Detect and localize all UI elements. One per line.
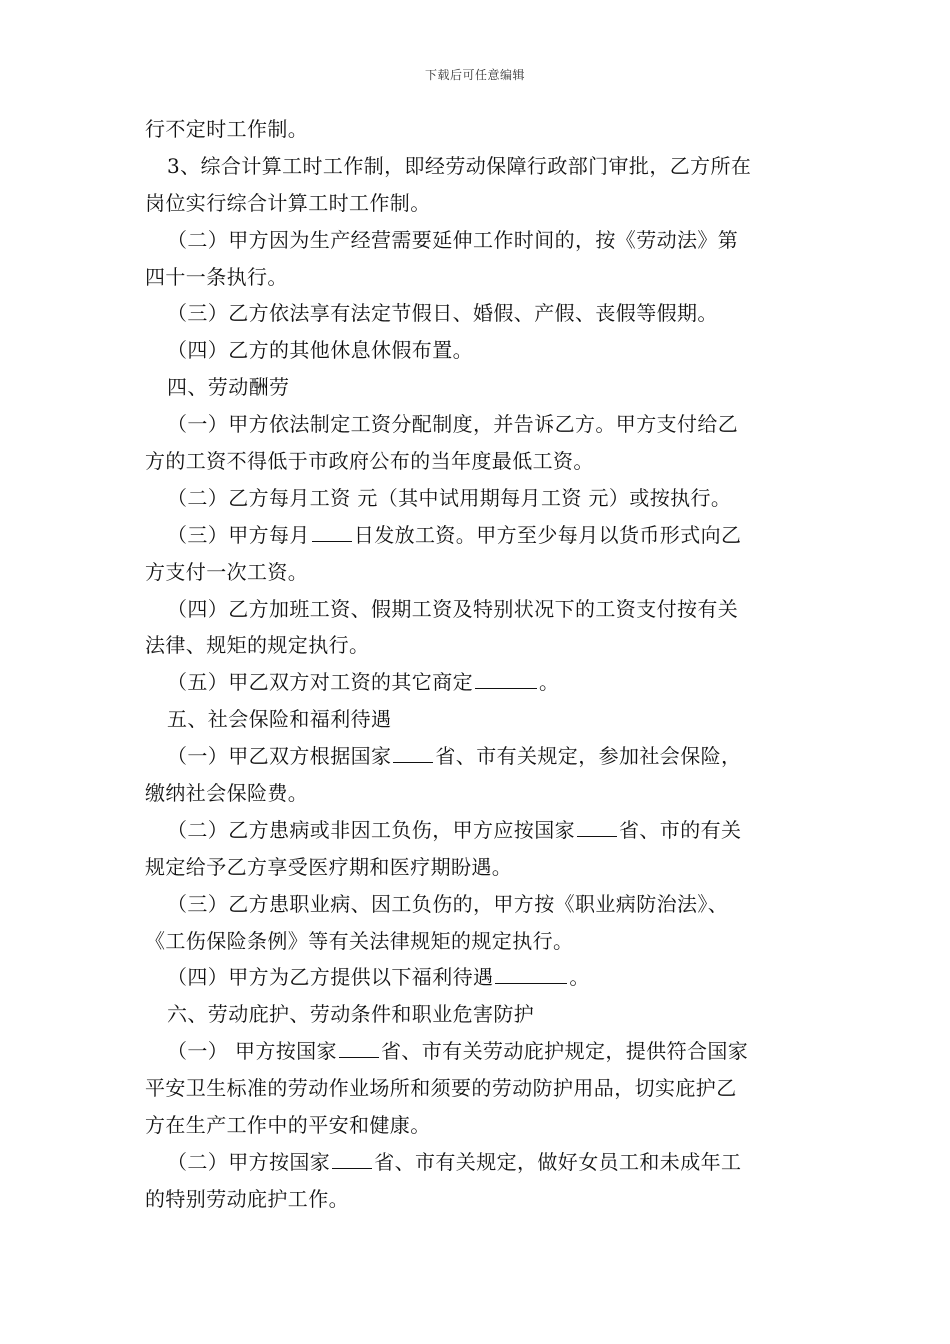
paragraph-line — [145, 812, 810, 849]
line-text: （二）乙方患病或非因工负伤，甲方应按国家 — [167, 817, 575, 842]
paragraph-line — [145, 1033, 810, 1070]
line-text: 省、市有关规定，参加社会保险， — [435, 744, 742, 769]
fill-blank — [312, 521, 352, 542]
paragraph-line: 3、综合计算工时工作制，即经劳动保障行政部门审批，乙方所在 — [167, 153, 752, 178]
paragraph-line — [145, 959, 810, 996]
paragraph-line: 方的工资不得低于市政府公布的当年度最低工资。 — [145, 449, 594, 474]
paragraph-line: 方在生产工作中的平安和健康。 — [145, 1113, 431, 1138]
paragraph-line: 法律、规矩的规定执行。 — [145, 633, 370, 658]
line-text: （四）甲方为乙方提供以下福利待遇 — [167, 965, 494, 990]
line-text: 省、市有关规定，做好女员工和未成年工 — [374, 1149, 742, 1174]
fill-blank — [393, 742, 433, 763]
line-text: 。 — [569, 965, 590, 990]
paragraph-line: （三）乙方依法享有法定节假日、婚假、产假、丧假等假期。 — [167, 301, 718, 326]
fill-blank — [577, 816, 617, 837]
paragraph-line: 四十一条执行。 — [145, 264, 288, 289]
paragraph-line: 的特别劳动庇护工作。 — [145, 1186, 349, 1211]
paragraph-line — [145, 517, 810, 554]
fill-blank — [495, 963, 567, 984]
line-text: （三）甲方每月 — [167, 522, 310, 547]
line-text: 省、市的有关 — [619, 817, 742, 842]
paragraph-line: 《工伤保险条例》等有关法律规矩的规定执行。 — [145, 928, 574, 953]
paragraph-line: 方支付一次工资。 — [145, 559, 309, 584]
paragraph-line: （三）乙方患职业病、因工负伤的，甲方按《职业病防治法》、 — [167, 891, 729, 916]
paragraph-line: （一）甲方依法制定工资分配制度，并告诉乙方。甲方支付给乙 — [167, 412, 739, 437]
page-header-note: 下载后可任意编辑 — [424, 68, 525, 82]
fill-blank — [339, 1037, 379, 1058]
section-heading: 四、劳动酬劳 — [167, 375, 290, 400]
line-text: 日发放工资。甲方至少每月以货币形式向乙 — [353, 522, 742, 547]
fill-blank — [332, 1148, 372, 1169]
document-body — [145, 111, 810, 1218]
paragraph-line: （二）乙方每月工资 元（其中试用期每月工资 元）或按执行。 — [167, 485, 732, 510]
paragraph-line: （二）甲方因为生产经营需要延伸工作时间的，按《劳动法》第 — [167, 227, 739, 252]
paragraph-line — [145, 738, 810, 775]
fill-blank — [475, 668, 537, 689]
paragraph-line: 规定给予乙方享受医疗期和医疗期盼遇。 — [145, 854, 513, 879]
line-text: （二）甲方按国家 — [167, 1149, 331, 1174]
line-text: （五）甲乙双方对工资的其它商定 — [167, 670, 473, 695]
paragraph-line — [145, 664, 810, 701]
line-text: （一） 甲方按国家 — [167, 1039, 337, 1064]
paragraph-line: 平安卫生标准的劳动作业场所和须要的劳动防护用品，切实庇护乙 — [145, 1076, 737, 1101]
paragraph-line: 缴纳社会保险费。 — [145, 781, 309, 806]
paragraph-line — [145, 1144, 810, 1181]
section-heading: 五、社会保险和福利待遇 — [167, 707, 392, 732]
paragraph-line: （四）乙方加班工资、假期工资及特别状况下的工资支付按有关 — [167, 596, 739, 621]
paragraph-line: 行不定时工作制。 — [145, 117, 309, 141]
section-heading: 六、劳动庇护、劳动条件和职业危害防护 — [167, 1002, 535, 1027]
line-text: 。 — [539, 670, 560, 695]
line-text: 省、市有关劳动庇护规定，提供符合国家 — [380, 1039, 749, 1064]
paragraph-line: 岗位实行综合计算工时工作制。 — [145, 190, 431, 215]
paragraph-line: （四）乙方的其他休息休假布置。 — [167, 338, 473, 363]
line-text: （一）甲乙双方根据国家 — [167, 744, 392, 769]
